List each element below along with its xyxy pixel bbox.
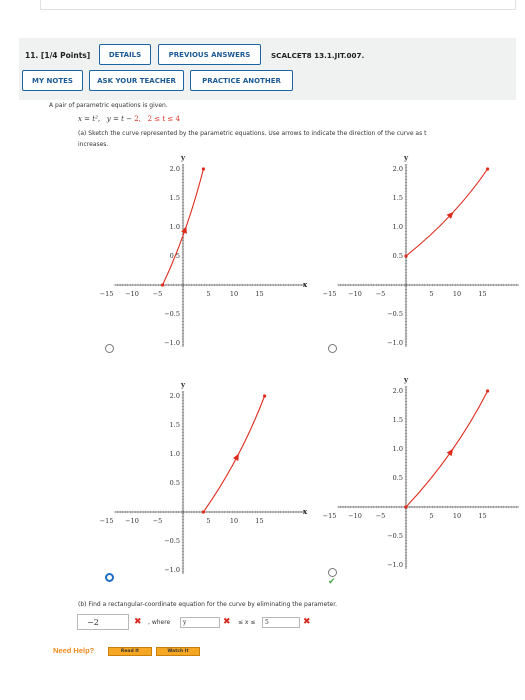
- y-tick-label: −0.5: [164, 310, 180, 318]
- option-b-radio[interactable]: [328, 344, 337, 353]
- y-tick-label: 1.5: [392, 416, 403, 424]
- y-tick-label: −0.5: [164, 537, 180, 545]
- x-axis-label: x: [303, 507, 308, 516]
- graph-option-b: [322, 150, 521, 356]
- leq-x-leq-label: ≤ x ≤: [238, 619, 256, 626]
- practice-another-button[interactable]: PRACTICE ANOTHER: [190, 70, 293, 91]
- curve-start-point: [202, 510, 205, 513]
- read-it-button[interactable]: Read It: [108, 647, 152, 656]
- curve-end-point: [263, 394, 266, 397]
- y-tick-label: −1.0: [164, 566, 180, 574]
- x-tick-label: 15: [255, 517, 264, 525]
- y-tick-label: 0.5: [392, 474, 403, 482]
- y-axis-label: y: [404, 153, 409, 162]
- y-tick-label: 2.0: [169, 165, 180, 173]
- x-tick-label: 5: [206, 517, 211, 525]
- option-c-radio[interactable]: [105, 573, 114, 582]
- curve-start-point: [404, 505, 407, 508]
- y-tick-label: 2.0: [392, 165, 403, 173]
- parametric-equations: x = t², y = t − 2, 2 ≤ t ≤ 4: [78, 115, 180, 123]
- y-axis-label: y: [181, 380, 186, 389]
- need-help-label: Need Help?: [53, 646, 95, 655]
- parametric-curve: [406, 391, 488, 507]
- x-tick-label: −15: [322, 512, 337, 520]
- ask-your-teacher-button[interactable]: ASK YOUR TEACHER: [89, 70, 184, 91]
- option-a-radio[interactable]: [105, 344, 114, 353]
- y-tick-label: 1.0: [169, 223, 180, 231]
- y-tick-label: 1.0: [392, 445, 403, 453]
- part-a-instructions-cont: increases.: [78, 141, 109, 148]
- y-tick-label: 2.0: [392, 387, 403, 395]
- incorrect-x-icon: ✖: [303, 617, 311, 627]
- x-tick-label: −15: [322, 290, 337, 298]
- x-tick-label: −10: [125, 290, 139, 298]
- x-tick-label: 5: [429, 290, 434, 298]
- x-tick-label: −10: [348, 290, 362, 298]
- y-tick-label: 1.5: [169, 421, 180, 429]
- x-tick-label: 15: [255, 290, 264, 298]
- x-tick-label: 5: [206, 290, 211, 298]
- parametric-curve: [406, 169, 488, 256]
- x-tick-label: −5: [375, 512, 386, 520]
- graph-option-c: [99, 377, 308, 583]
- curve-start-point: [161, 283, 164, 286]
- x-tick-label: −5: [152, 517, 163, 525]
- curve-start-point: [404, 254, 407, 257]
- parametric-curve: [203, 396, 264, 512]
- x-tick-label: 10: [229, 290, 239, 298]
- y-axis-label: y: [404, 375, 409, 384]
- incorrect-x-icon: ✖: [223, 617, 231, 627]
- x-axis-label: x: [303, 280, 308, 289]
- y-tick-label: −0.5: [387, 532, 403, 540]
- curve-end-point: [202, 167, 205, 170]
- question-number-points: 11. [1/4 Points]: [25, 51, 91, 60]
- x-tick-label: −15: [99, 290, 114, 298]
- incorrect-x-icon: ✖: [134, 617, 142, 627]
- part-b-instructions: (b) Find a rectangular-coordinate equation for the curve by eliminating the parameter.: [78, 601, 338, 608]
- y-tick-label: −0.5: [387, 310, 403, 318]
- y-tick-label: 1.0: [392, 223, 403, 231]
- y-tick-label: −1.0: [387, 339, 403, 347]
- upper-bound-input[interactable]: 5: [262, 617, 300, 628]
- graph-option-a: [99, 150, 308, 356]
- lower-bound-input[interactable]: y: [180, 617, 220, 628]
- my-notes-button[interactable]: MY NOTES: [22, 70, 83, 91]
- x-tick-label: 15: [478, 290, 487, 298]
- y-tick-label: 0.5: [392, 252, 403, 260]
- x-tick-label: 10: [452, 512, 462, 520]
- x-tick-label: 15: [478, 512, 487, 520]
- watch-it-button[interactable]: Watch It: [156, 647, 200, 656]
- curve-end-point: [486, 389, 489, 392]
- x-tick-label: −5: [375, 290, 386, 298]
- problem-intro: A pair of parametric equations is given.: [49, 102, 168, 109]
- y-tick-label: −1.0: [387, 561, 403, 569]
- x-tick-label: 10: [229, 517, 239, 525]
- y-tick-label: 1.5: [392, 194, 403, 202]
- x-tick-label: −10: [125, 517, 139, 525]
- graph-option-d: [322, 372, 521, 578]
- y-tick-label: −1.0: [164, 339, 180, 347]
- curve-end-point: [486, 167, 489, 170]
- details-button[interactable]: DETAILS: [99, 44, 151, 65]
- direction-arrow: [447, 447, 456, 456]
- previous-answers-button[interactable]: PREVIOUS ANSWERS: [158, 44, 261, 65]
- x-tick-label: −5: [152, 290, 163, 298]
- y-tick-label: 1.5: [169, 194, 180, 202]
- correct-check-icon: ✔: [328, 577, 336, 587]
- x-tick-label: −10: [348, 512, 362, 520]
- direction-arrow: [181, 225, 189, 234]
- x-tick-label: −15: [99, 517, 114, 525]
- option-d-radio[interactable]: [328, 568, 337, 577]
- y-axis-label: y: [181, 153, 186, 162]
- homework-id: SCALCET8 13.1.JIT.007.: [271, 51, 365, 60]
- part-a-instructions: (a) Sketch the curve represented by the parametric equations. Use arrows to indicate the direction of the curve as t: [78, 130, 427, 137]
- y-tick-label: 0.5: [169, 252, 180, 260]
- y-tick-label: 2.0: [169, 392, 180, 400]
- where-label: , where: [148, 619, 171, 626]
- x-tick-label: 10: [452, 290, 462, 298]
- x-tick-label: 5: [429, 512, 434, 520]
- answer-equation-input[interactable]: −2: [77, 614, 129, 630]
- y-tick-label: 1.0: [169, 450, 180, 458]
- direction-arrow: [233, 452, 242, 461]
- y-tick-label: 0.5: [169, 479, 180, 487]
